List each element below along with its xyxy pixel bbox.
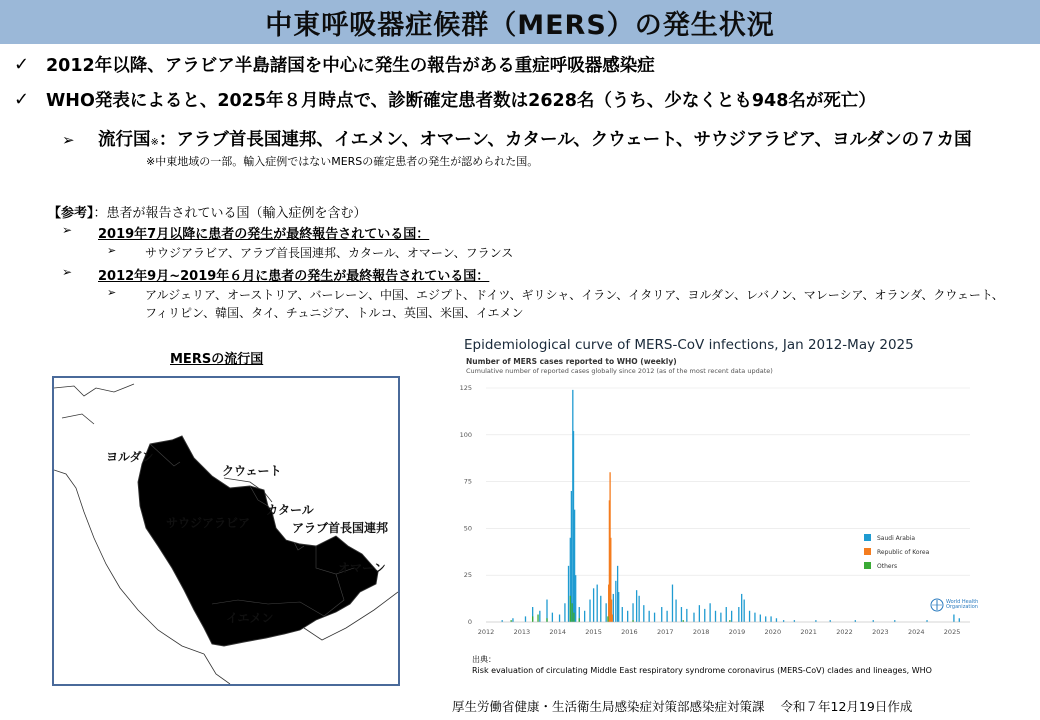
check-icon: ✓ <box>14 54 30 75</box>
chart-bar <box>675 600 676 622</box>
footer <box>452 697 912 715</box>
chart-bar <box>654 613 655 622</box>
chart-bar <box>627 611 628 622</box>
chart-bar <box>525 616 526 622</box>
chart-bar <box>744 600 745 622</box>
chart-bar <box>575 575 576 622</box>
chart-bar <box>607 616 608 622</box>
chart-bar <box>704 609 705 622</box>
chart-bar <box>765 616 766 622</box>
chart-bar <box>693 613 694 622</box>
title-bar <box>0 0 1040 44</box>
chart-bar <box>649 611 650 622</box>
reference-group-2 <box>62 265 489 284</box>
chart-bar <box>597 585 598 622</box>
chart-bar <box>532 616 533 622</box>
who-logo-line-1: World Health <box>946 598 979 605</box>
reference-group-2-countries-1: アルジェリア、オーストリア、バーレーン、中国、エジプト、ドイツ、ギリシャ、イラン、イタリア、ヨルダン、レバノン、マレーシア、オランダ、クウェート、 <box>145 288 1004 302</box>
chart-bar <box>546 618 547 622</box>
map-label-uae: アラブ首長国連邦 <box>292 521 389 535</box>
who-emblem-icon <box>930 598 944 612</box>
chart-bar <box>709 603 710 622</box>
y-tick-label: 50 <box>463 524 472 533</box>
arrow-bullet-icon: ➢ <box>107 286 117 299</box>
x-tick-label: 2016 <box>621 628 638 636</box>
chart-subtitle-2: Cumulative number of reported cases globally since 2012 (as of the most recent data update) <box>466 367 773 375</box>
coastline-north <box>54 384 134 396</box>
chart-bar <box>552 613 553 622</box>
x-tick-label: 2025 <box>943 628 961 636</box>
chart-bar <box>953 615 954 622</box>
reference-group-1-list <box>107 244 513 261</box>
chart-bar <box>754 613 755 622</box>
y-tick-label: 25 <box>463 571 472 580</box>
reference-group-1 <box>62 223 429 242</box>
map-label-saudi: サウジアラビア <box>166 516 251 530</box>
legend-label: Others <box>877 563 898 570</box>
chart-bar <box>632 603 633 622</box>
chart-bar <box>738 607 739 622</box>
check-icon: ✓ <box>14 89 30 110</box>
coastline-levant <box>62 414 94 424</box>
x-tick-label: 2019 <box>728 628 746 636</box>
chart-bar <box>672 585 673 622</box>
x-tick-label: 2021 <box>800 628 817 636</box>
chart-bar <box>539 611 540 622</box>
chart-bar <box>612 615 613 622</box>
chart-bar <box>726 607 727 622</box>
chart-bar <box>573 613 574 622</box>
chart-bar <box>770 616 771 622</box>
source-label: 出典： <box>472 655 496 664</box>
chart-bar <box>622 607 623 622</box>
y-tick-label: 125 <box>459 384 472 392</box>
bullet-2-text: WHO発表によると、2025年８月時点で、診断確定患者数は2628名（うち、少なくとも948名が死亡） <box>46 91 876 111</box>
chart-bar <box>618 592 619 622</box>
chart-bar <box>537 615 538 622</box>
map-label-yemen: イエメン <box>226 611 274 625</box>
x-tick-label: 2018 <box>692 628 710 636</box>
reference-group-2-countries-2: フィリピン、韓国、タイ、チュニジア、トルコ、英国、米国、イエメン <box>145 306 524 320</box>
endemic-country-list: ：アラブ首長国連邦、イエメン、オマーン、カタール、クウェート、サウジアラビア、ヨルダンの７カ国 <box>158 130 972 150</box>
chart-bar <box>959 618 960 622</box>
legend-label: Saudi Arabia <box>877 535 916 542</box>
chart-bar <box>570 596 571 622</box>
map-title: MERSの流行国 <box>170 352 264 367</box>
x-tick-label: 2013 <box>513 628 531 636</box>
x-tick-label: 2023 <box>872 628 889 636</box>
bullet-1 <box>14 52 655 77</box>
chart-bar <box>564 603 565 622</box>
arrow-bullet-icon: ➢ <box>62 131 75 149</box>
source-text: Risk evaluation of circulating Middle East respiratory syndrome coronavirus (MERS-CoV) clades and lineages, WHO <box>472 666 932 675</box>
chart-bar <box>584 611 585 622</box>
x-tick-label: 2014 <box>549 628 566 636</box>
chart-bar <box>593 588 594 622</box>
chart-bar <box>643 605 644 622</box>
map-panel <box>52 376 400 686</box>
y-tick-label: 0 <box>467 618 472 626</box>
chart-bar <box>666 611 667 622</box>
x-tick-label: 2012 <box>477 628 495 636</box>
chart-bar <box>568 566 569 622</box>
reference-group-2-title: 2012年9月~2019年６月に患者の発生が最終報告されている国： <box>98 269 490 284</box>
map-label-qatar: カタール <box>266 503 314 517</box>
chart-bar <box>579 618 580 622</box>
endemic-label: 流行国 <box>98 130 151 150</box>
chart-bar <box>760 615 761 622</box>
chart-bar <box>776 618 777 622</box>
footer-date: 令和７年12月19日作成 <box>780 699 913 714</box>
chart-bar <box>571 603 572 622</box>
chart-bar <box>720 613 721 622</box>
reference-heading-rest: ：患者が報告されている国（輸入症例を含む） <box>93 206 367 221</box>
endemic-note: ※中東地域の一部。輸入症例ではないMERSの確定患者の発生が認められた国。 <box>146 155 539 168</box>
reference-group-2-list <box>107 286 1004 303</box>
chart-bar <box>600 596 601 622</box>
reference-group-1-countries: サウジアラビア、アラブ首長国連邦、カタール、オマーン、フランス <box>145 246 514 260</box>
x-tick-label: 2022 <box>836 628 853 636</box>
epi-curve-chart <box>440 378 980 644</box>
chart-bar <box>749 611 750 622</box>
legend-swatch <box>864 534 871 541</box>
legend-swatch <box>864 548 871 555</box>
endemic-countries <box>62 126 972 151</box>
y-tick-label: 100 <box>459 430 472 439</box>
chart-bar <box>681 607 682 622</box>
chart-subtitle: Number of MERS cases reported to WHO (weekly) <box>466 357 677 366</box>
endemic-note-mark: ※ <box>150 137 159 148</box>
chart-bar <box>686 609 687 622</box>
legend-swatch <box>864 562 871 569</box>
chart-bar <box>731 611 732 622</box>
chart-bar <box>699 605 700 622</box>
chart-bar <box>606 603 607 622</box>
bullet-1-text: 2012年以降、アラビア半島諸国を中心に発生の報告がある重症呼吸器感染症 <box>46 56 655 76</box>
arrow-bullet-icon: ➢ <box>62 223 73 237</box>
chart-bar <box>559 615 560 622</box>
bullet-2 <box>14 87 876 112</box>
chart-bar <box>512 618 513 622</box>
chart-title: Epidemiological curve of MERS-CoV infections, Jan 2012-May 2025 <box>464 337 914 353</box>
footer-department: 厚生労働省健康・生活衛生局感染症対策部感染症対策課 <box>452 699 765 714</box>
map-label-kuwait: クウェート <box>222 464 282 478</box>
chart-bar <box>615 581 616 622</box>
chart-bar <box>589 600 590 622</box>
who-logo-line-2: Organization <box>946 604 978 610</box>
chart-bar <box>636 590 637 622</box>
who-logo <box>930 598 978 612</box>
coastline-horn <box>204 654 230 684</box>
reference-heading <box>48 202 367 221</box>
chart-bar <box>715 611 716 622</box>
page-title: 中東呼吸器症候群（MERS）の発生状況 <box>265 9 775 41</box>
arrow-bullet-icon: ➢ <box>62 265 73 279</box>
map-label-oman: オマーン <box>338 561 386 575</box>
arrow-bullet-icon: ➢ <box>107 244 117 257</box>
reference-heading-bold: 【参考】 <box>48 206 94 221</box>
x-tick-label: 2024 <box>907 628 925 636</box>
chart-bar <box>638 596 639 622</box>
map-label-jordan: ヨルダン <box>106 450 154 464</box>
legend-label: Republic of Korea <box>877 549 930 556</box>
reference-group-1-title: 2019年7月以降に患者の発生が最終報告されている国： <box>98 227 430 242</box>
chart-bar <box>741 594 742 622</box>
x-tick-label: 2015 <box>585 628 602 636</box>
chart-bar <box>661 607 662 622</box>
y-tick-label: 75 <box>463 477 472 486</box>
x-tick-label: 2020 <box>764 628 782 636</box>
x-tick-label: 2017 <box>656 628 674 636</box>
